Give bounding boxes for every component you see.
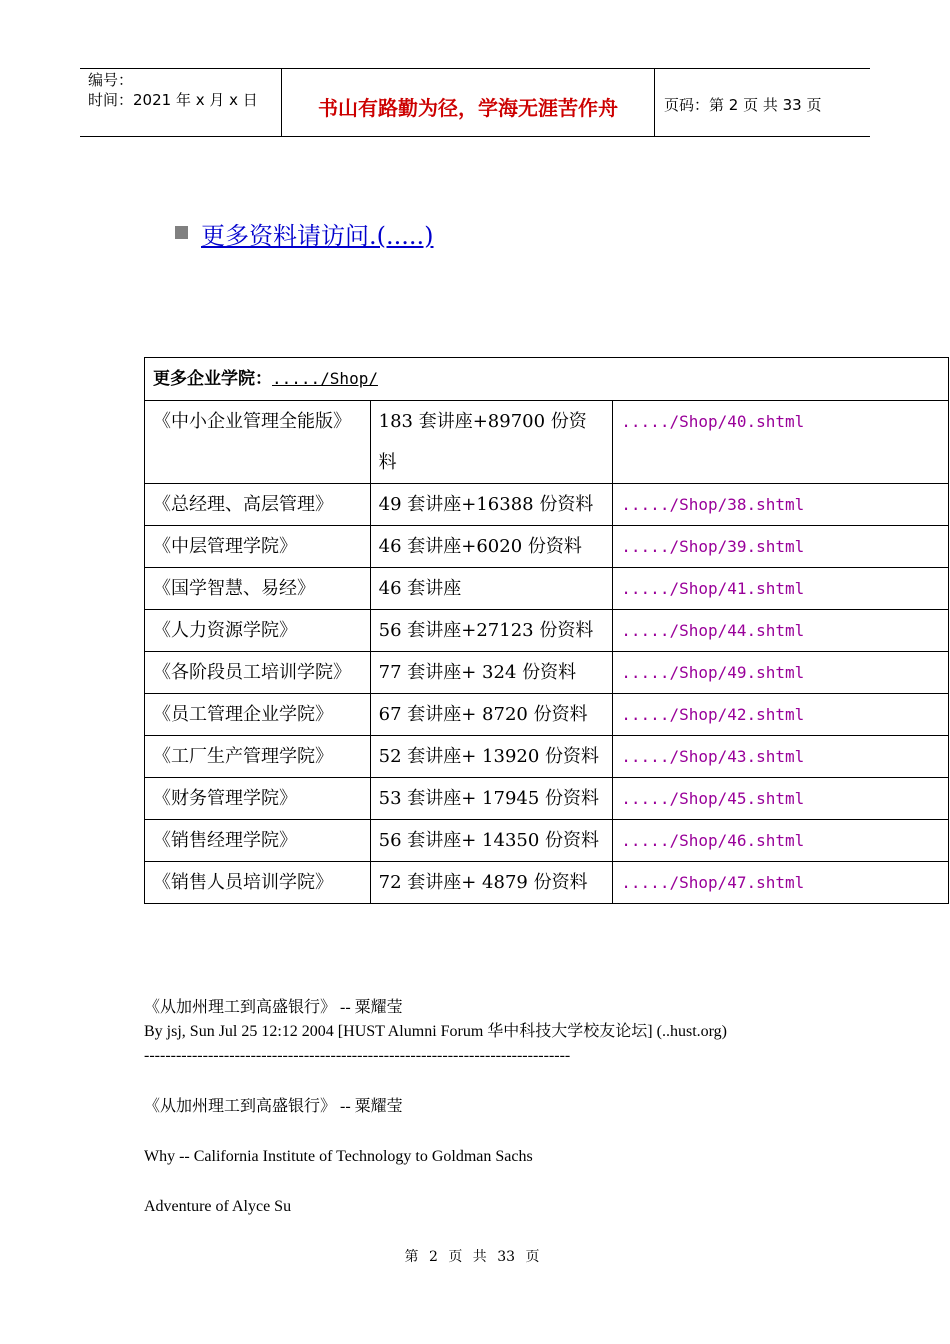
course-desc-cell: 67 套讲座+ 8720 份资料 [370, 694, 613, 736]
course-url-link[interactable]: ...../Shop/40.shtml [621, 412, 805, 431]
square-bullet-icon [175, 226, 188, 239]
article-why-line: Why -- California Institute of Technology to Goldman Sachs [144, 1148, 533, 1165]
course-desc-cell: 56 套讲座+ 14350 份资料 [370, 820, 613, 862]
footer-ye-2: 页 [525, 1249, 540, 1265]
table-row [145, 694, 949, 736]
course-url-link[interactable]: ...../Shop/39.shtml [621, 537, 805, 556]
course-name-cell: 《中层管理学院》 [145, 526, 371, 568]
course-url-cell [613, 484, 949, 526]
course-url-link[interactable]: ...../Shop/49.shtml [621, 663, 805, 682]
page-footer [0, 1246, 950, 1266]
course-url-cell [613, 778, 949, 820]
course-url-cell [613, 736, 949, 778]
table-header-label: 更多企业学院： [153, 369, 272, 389]
course-name-cell: 《工厂生产管理学院》 [145, 736, 371, 778]
table-row [145, 820, 949, 862]
article-byline: By jsj, Sun Jul 25 12:12 2004 [HUST Alumni Forum 华中科技大学校友论坛] (..hust.org) [144, 1023, 728, 1040]
article-separator: -------------------------------------------------------------------------------- [144, 1047, 571, 1064]
course-name-cell: 《中小企业管理全能版》 [145, 401, 371, 484]
doc-number-label: 编号： [88, 71, 134, 89]
table-row [145, 401, 949, 484]
course-desc-cell: 77 套讲座+ 324 份资料 [370, 652, 613, 694]
more-info-link[interactable]: 更多资料请访问.(.....) [201, 222, 434, 250]
article-title-repeat: 《从加州理工到高盛银行》 -- 粟耀莹 [144, 1098, 403, 1115]
table-row [145, 568, 949, 610]
article-title: 《从加州理工到高盛银行》 -- 粟耀莹 [144, 999, 403, 1016]
course-name-cell: 《员工管理企业学院》 [145, 694, 371, 736]
course-url-link[interactable]: ...../Shop/38.shtml [621, 495, 805, 514]
course-desc-cell: 46 套讲座+6020 份资料 [370, 526, 613, 568]
footer-di: 第 [404, 1249, 419, 1265]
table-row [145, 484, 949, 526]
table-row [145, 778, 949, 820]
course-url-link[interactable]: ...../Shop/43.shtml [621, 747, 805, 766]
course-name-cell: 《总经理、高层管理》 [145, 484, 371, 526]
header-bottom-rule [80, 136, 870, 137]
course-url-cell [613, 526, 949, 568]
table-header-row [145, 358, 949, 401]
article-adventure-line: Adventure of Alyce Su [144, 1198, 292, 1215]
course-url-cell [613, 652, 949, 694]
course-url-link[interactable]: ...../Shop/41.shtml [621, 579, 805, 598]
course-desc-cell: 49 套讲座+16388 份资料 [370, 484, 613, 526]
header-top-rule [80, 68, 870, 69]
header-meta [88, 70, 258, 110]
course-url-link[interactable]: ...../Shop/45.shtml [621, 789, 805, 808]
course-desc-cell: 183 套讲座+89700 份资料 [370, 401, 613, 484]
footer-ye: 页 [448, 1249, 463, 1265]
header-divider-right [654, 68, 655, 136]
course-url-cell [613, 401, 949, 484]
shop-table [144, 357, 949, 904]
footer-page-number: 2 [428, 1249, 438, 1265]
course-desc-cell: 56 套讲座+27123 份资料 [370, 610, 613, 652]
course-name-cell: 《销售经理学院》 [145, 820, 371, 862]
course-desc-cell: 53 套讲座+ 17945 份资料 [370, 778, 613, 820]
course-name-cell: 《销售人员培训学院》 [145, 862, 371, 904]
table-row [145, 526, 949, 568]
table-row [145, 652, 949, 694]
course-url-cell [613, 862, 949, 904]
course-url-link[interactable]: ...../Shop/47.shtml [621, 873, 805, 892]
table-row [145, 736, 949, 778]
header-page-info: 页码：第 2 页 共 33 页 [664, 96, 822, 114]
course-url-link[interactable]: ...../Shop/44.shtml [621, 621, 805, 640]
course-url-cell [613, 568, 949, 610]
footer-total-pages: 33 [497, 1249, 516, 1265]
table-header-cell [145, 358, 949, 401]
course-url-cell [613, 694, 949, 736]
footer-gong: 共 [472, 1249, 487, 1265]
course-desc-cell: 72 套讲座+ 4879 份资料 [370, 862, 613, 904]
course-url-cell [613, 610, 949, 652]
course-url-link[interactable]: ...../Shop/42.shtml [621, 705, 805, 724]
course-desc-cell: 46 套讲座 [370, 568, 613, 610]
course-name-cell: 《人力资源学院》 [145, 610, 371, 652]
course-name-cell: 《各阶段员工培训学院》 [145, 652, 371, 694]
course-url-link[interactable]: ...../Shop/46.shtml [621, 831, 805, 850]
header-motto: 书山有路勤为径，学海无涯苦作舟 [318, 96, 618, 120]
course-name-cell: 《财务管理学院》 [145, 778, 371, 820]
course-desc-cell: 52 套讲座+ 13920 份资料 [370, 736, 613, 778]
table-row [145, 862, 949, 904]
doc-time: 时间：2021 年 x 月 x 日 [88, 91, 258, 109]
course-url-cell [613, 820, 949, 862]
table-row [145, 610, 949, 652]
table-header-url[interactable]: ...../Shop/ [272, 369, 378, 388]
course-name-cell: 《国学智慧、易经》 [145, 568, 371, 610]
